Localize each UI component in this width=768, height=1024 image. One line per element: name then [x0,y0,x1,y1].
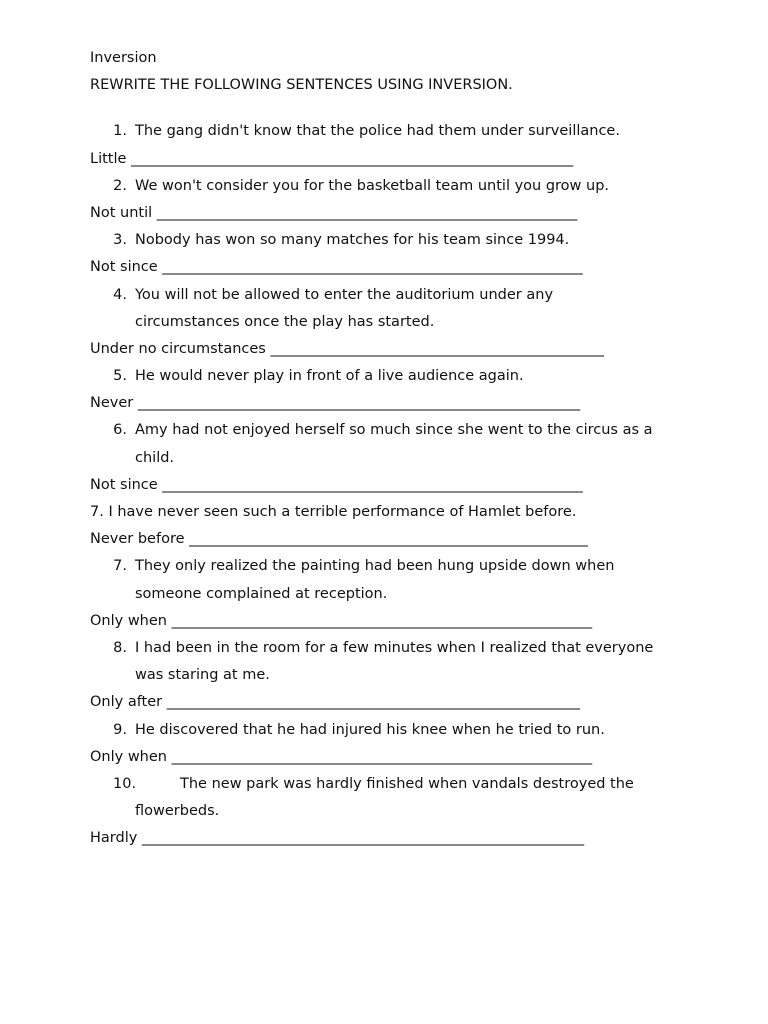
answer-prompt-line[interactable]: Only after _________________________________________________________ [90,694,580,711]
sentence-text: He discovered that he had injured his knee when he tried to run. [135,721,605,738]
exercise-number: 8. [113,639,127,656]
exercise-number: 1. [113,123,127,140]
answer-prompt-line[interactable]: 7. I have never seen such a terrible performance of Hamlet before. [90,504,577,520]
exercise-number: 2. [113,177,127,194]
answer-prompt-line[interactable]: Hardly _____________________________________________________________ [90,830,585,847]
sentence-text: circumstances once the play has started. [135,313,435,330]
sentence-text: was staring at me. [135,667,270,684]
sentence-text: someone complained at reception. [135,585,388,602]
exercise-number: 6. [113,422,127,439]
sentence-text: He would never play in front of a live audience again. [135,368,524,385]
answer-prompt-line[interactable]: Not until __________________________________________________________ [90,204,578,221]
exercise-sentence [90,282,690,336]
exercise-number: 10. [113,775,137,792]
answer-prompt-line[interactable]: Not since __________________________________________________________ [90,476,583,493]
exercise-sentence [90,227,690,254]
sentence-text: flowerbeds. [135,803,220,820]
answer-prompt-line[interactable]: Only when __________________________________________________________ [90,748,593,765]
answer-prompt-line[interactable]: Little _____________________________________________________________ [90,150,574,167]
exercise-sentence [90,635,690,689]
exercise-sentence [90,363,690,390]
exercise-sentence [90,173,690,200]
worksheet-page [90,45,690,852]
exercise-number: 7. [113,558,127,575]
sentence-text: The new park was hardly finished when vandals destroyed the [180,775,634,792]
answer-prompt-line[interactable]: Not since __________________________________________________________ [90,259,583,276]
answer-prompt-line[interactable]: Under no circumstances ______________________________________________ [90,340,604,357]
exercise-sentence [90,553,690,607]
sentence-text: They only realized the painting had been hung upside down when [135,558,615,575]
exercise-number: 4. [113,286,127,303]
exercise-number: 9. [113,721,127,738]
sentence-text: I had been in the room for a few minutes when I realized that everyone [135,639,654,656]
sentence-text: You will not be allowed to enter the auditorium under any [135,286,554,303]
worksheet-title: Inversion [90,50,157,66]
exercise-sentence [90,771,690,825]
instructions-heading: REWRITE THE FOLLOWING SENTENCES USING INVERSION. [90,77,513,94]
exercise-list [90,118,690,852]
sentence-text: child. [135,449,175,466]
sentence-text: Nobody has won so many matches for his team since 1994. [135,232,570,249]
answer-prompt-line[interactable]: Never _____________________________________________________________ [90,395,581,412]
exercise-sentence [90,717,690,744]
exercise-number: 5. [113,368,127,385]
sentence-text: Amy had not enjoyed herself so much since she went to the circus as a [135,422,653,439]
exercise-number: 3. [113,232,127,249]
answer-prompt-line[interactable]: Only when __________________________________________________________ [90,612,593,629]
exercise-sentence [90,417,690,471]
sentence-text: We won't consider you for the basketball team until you grow up. [135,177,610,194]
answer-prompt-line[interactable]: Never before _______________________________________________________ [90,531,588,548]
exercise-sentence [90,118,690,145]
sentence-text: The gang didn't know that the police had them under surveillance. [135,123,620,140]
